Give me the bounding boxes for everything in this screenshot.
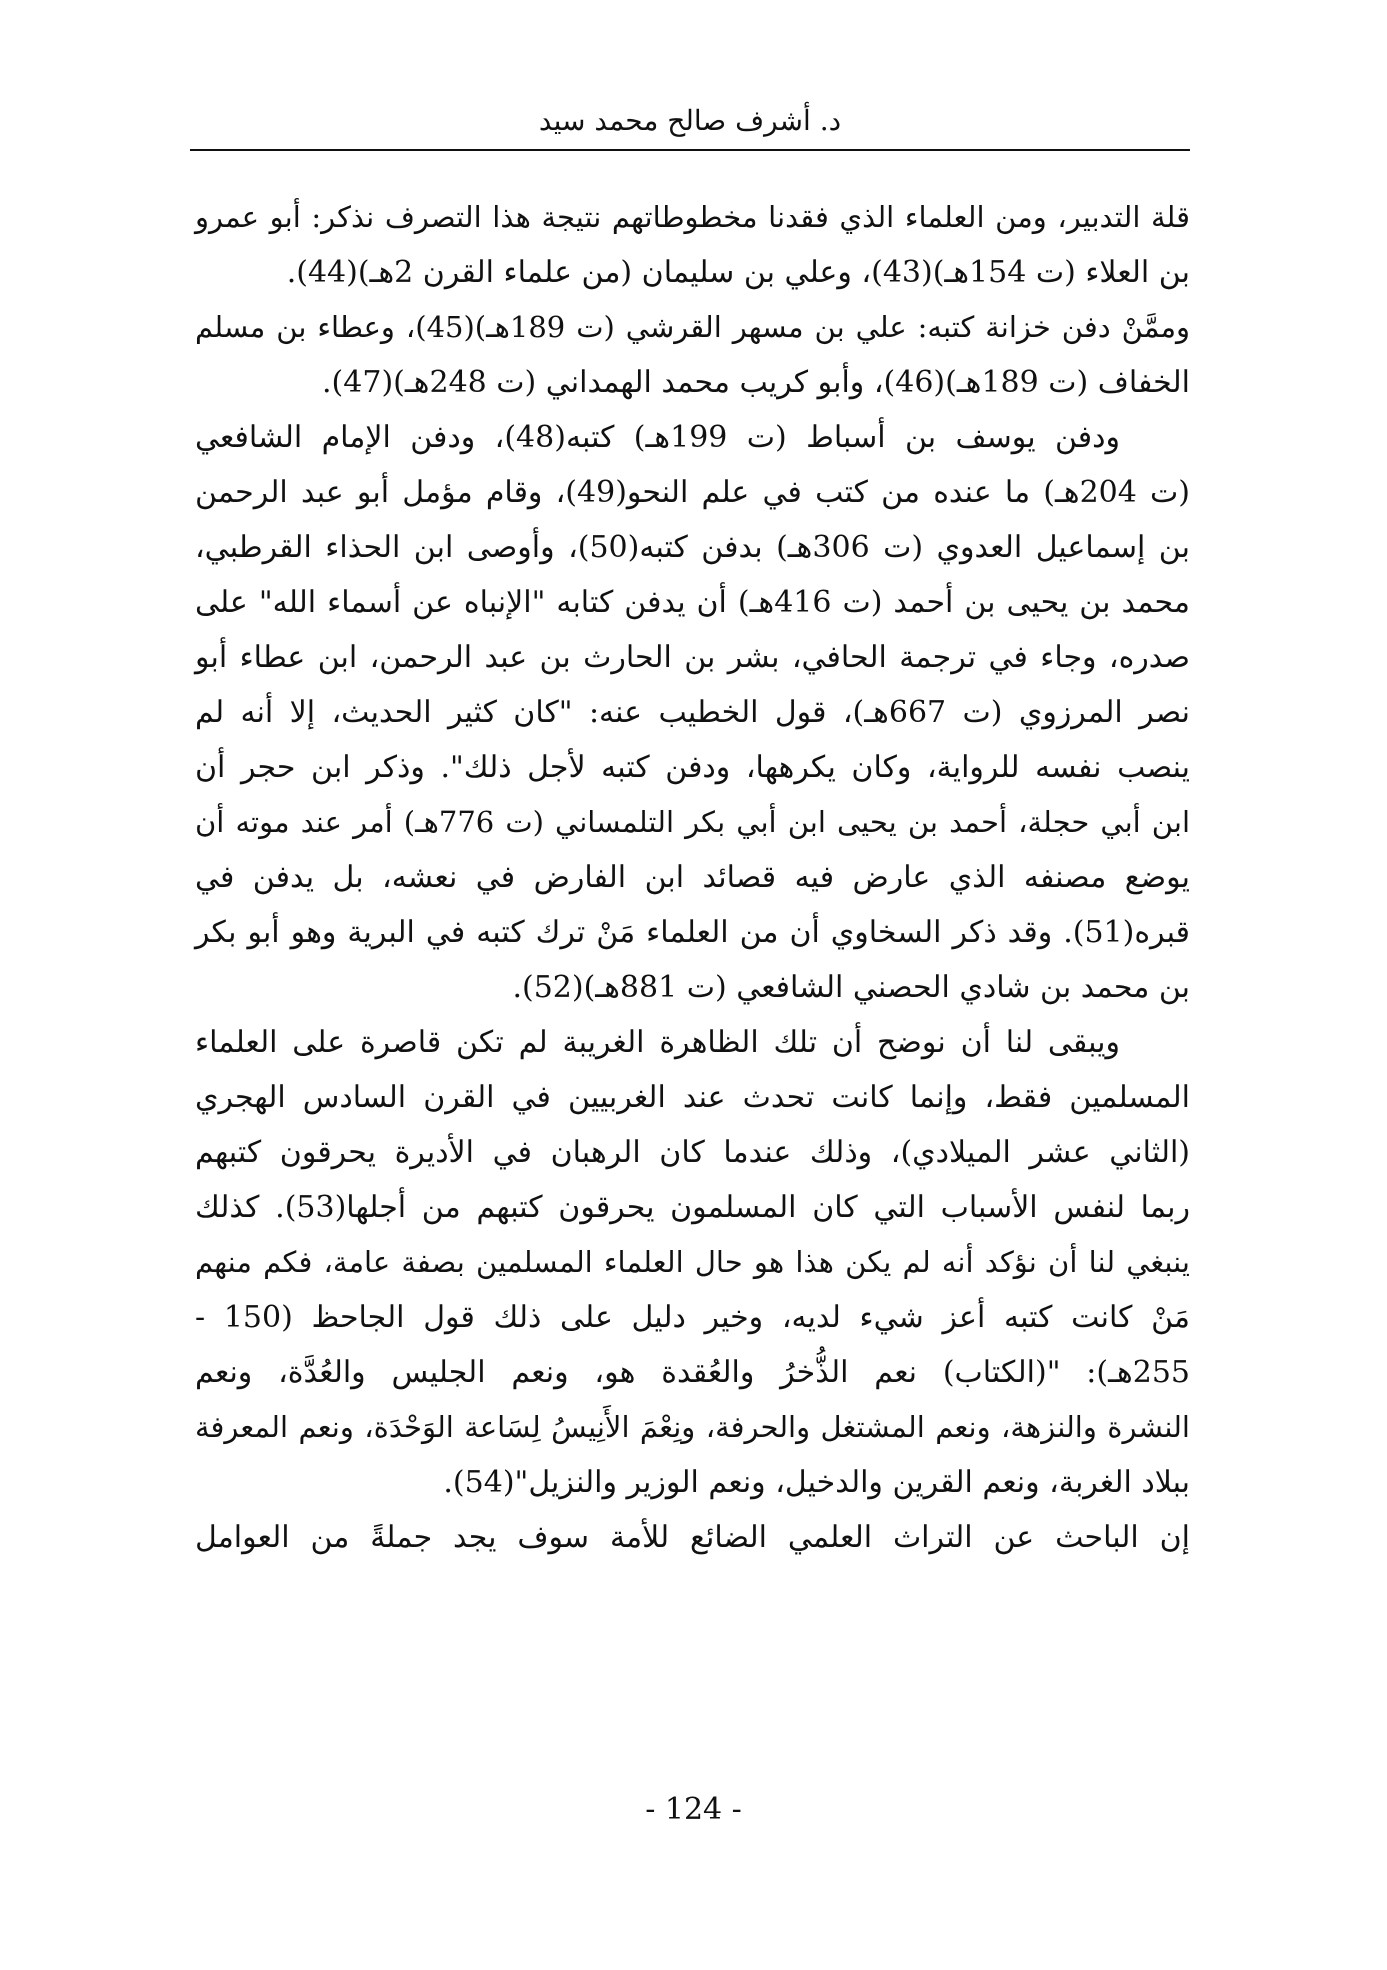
text-line: يوضع مصنفه الذي عارض فيه قصائد ابن الفارض في نعشه، بل يدفن في xyxy=(195,860,1190,895)
text-line: ودفن يوسف بن أسباط (ت 199هـ) كتبه(48)، ودفن الإمام الشافعي xyxy=(195,420,1120,455)
text-line: 255هـ): "(الكتاب) نعم الذُّخرُ والعُقدة هو، ونعم الجليس والعُدَّة، ونعم xyxy=(195,1355,1190,1390)
text-line: مَنْ كانت كتبه أعز شيء لديه، وخير دليل على ذلك قول الجاحظ (150 - xyxy=(195,1300,1190,1335)
text-line: نصر المرزوي (ت 667هـ)، قول الخطيب عنه: "كان كثير الحديث، إلا أنه لم xyxy=(195,695,1190,730)
text-line: (الثاني عشر الميلادي)، وذلك عندما كان الرهبان في الأديرة يحرقون كتبهم xyxy=(195,1135,1190,1170)
text-line: ويبقى لنا أن نوضح أن تلك الظاهرة الغريبة لم تكن قاصرة على العلماء xyxy=(195,1025,1120,1060)
text-line: ابن أبي حجلة، أحمد بن يحيى ابن أبي بكر التلمساني (ت 776هـ) أمر عند موته أن xyxy=(195,805,1190,839)
text-line: ببلاد الغربة، ونعم القرين والدخيل، ونعم الوزير والنزيل"(54). xyxy=(443,1465,1190,1500)
text-line: محمد بن يحيى بن أحمد (ت 416هـ) أن يدفن كتابه "الإنباه عن أسماء الله" على xyxy=(195,585,1190,620)
text-line: المسلمين فقط، وإنما كانت تحدث عند الغربيين في القرن السادس الهجري xyxy=(195,1080,1190,1115)
text-line: ينصب نفسه للرواية، وكان يكرهها، ودفن كتبه لأجل ذلك". وذكر ابن حجر أن xyxy=(195,750,1190,785)
text-line: وممَّنْ دفن خزانة كتبه: علي بن مسهر القرشي (ت 189هـ)(45)، وعطاء بن مسلم xyxy=(195,310,1190,344)
text-line: قبره(51). وقد ذكر السخاوي أن من العلماء مَنْ ترك كتبه في البرية وهو أبو بكر xyxy=(195,915,1190,950)
text-line: ينبغي لنا أن نؤكد أنه لم يكن هذا هو حال العلماء المسلمين بصفة عامة، فكم منهم xyxy=(195,1245,1190,1279)
page-number: - 124 - xyxy=(645,1792,742,1827)
text-line: ربما لنفس الأسباب التي كان المسلمون يحرقون كتبهم من أجلها(53). كذلك xyxy=(195,1190,1190,1225)
text-line: بن إسماعيل العدوي (ت 306هـ) بدفن كتبه(50)، وأوصى ابن الحذاء القرطبي، xyxy=(195,530,1190,565)
text-line: الخفاف (ت 189هـ)(46)، وأبو كريب محمد الهمداني (ت 248هـ)(47). xyxy=(322,365,1190,400)
text-line: (ت 204هـ) ما عنده من كتب في علم النحو(49)، وقام مؤمل أبو عبد الرحمن xyxy=(195,475,1191,510)
text-line: بن العلاء (ت 154هـ)(43)، وعلي بن سليمان (من علماء القرن 2هـ)(44). xyxy=(286,255,1190,290)
running-header: د. أشرف صالح محمد سيد xyxy=(538,104,842,137)
text-line: بن محمد بن شادي الحصني الشافعي (ت 881هـ)(52). xyxy=(512,970,1190,1005)
header-divider xyxy=(190,149,1190,151)
text-line: النشرة والنزهة، ونعم المشتغل والحرفة، ونِعْمَ الأَنِيسُ لِسَاعة الوَحْدَة، ونعم المعرفة xyxy=(195,1410,1190,1444)
text-line: إن الباحث عن التراث العلمي الضائع للأمة سوف يجد جملةً من العوامل xyxy=(195,1520,1190,1555)
text-line: صدره، وجاء في ترجمة الحافي، بشر بن الحارث بن عبد الرحمن، ابن عطاء أبو xyxy=(195,640,1190,675)
text-line: قلة التدبير، ومن العلماء الذي فقدنا مخطوطاتهم نتيجة هذا التصرف نذكر: أبو عمرو xyxy=(195,200,1190,234)
body-text xyxy=(195,190,1190,1565)
